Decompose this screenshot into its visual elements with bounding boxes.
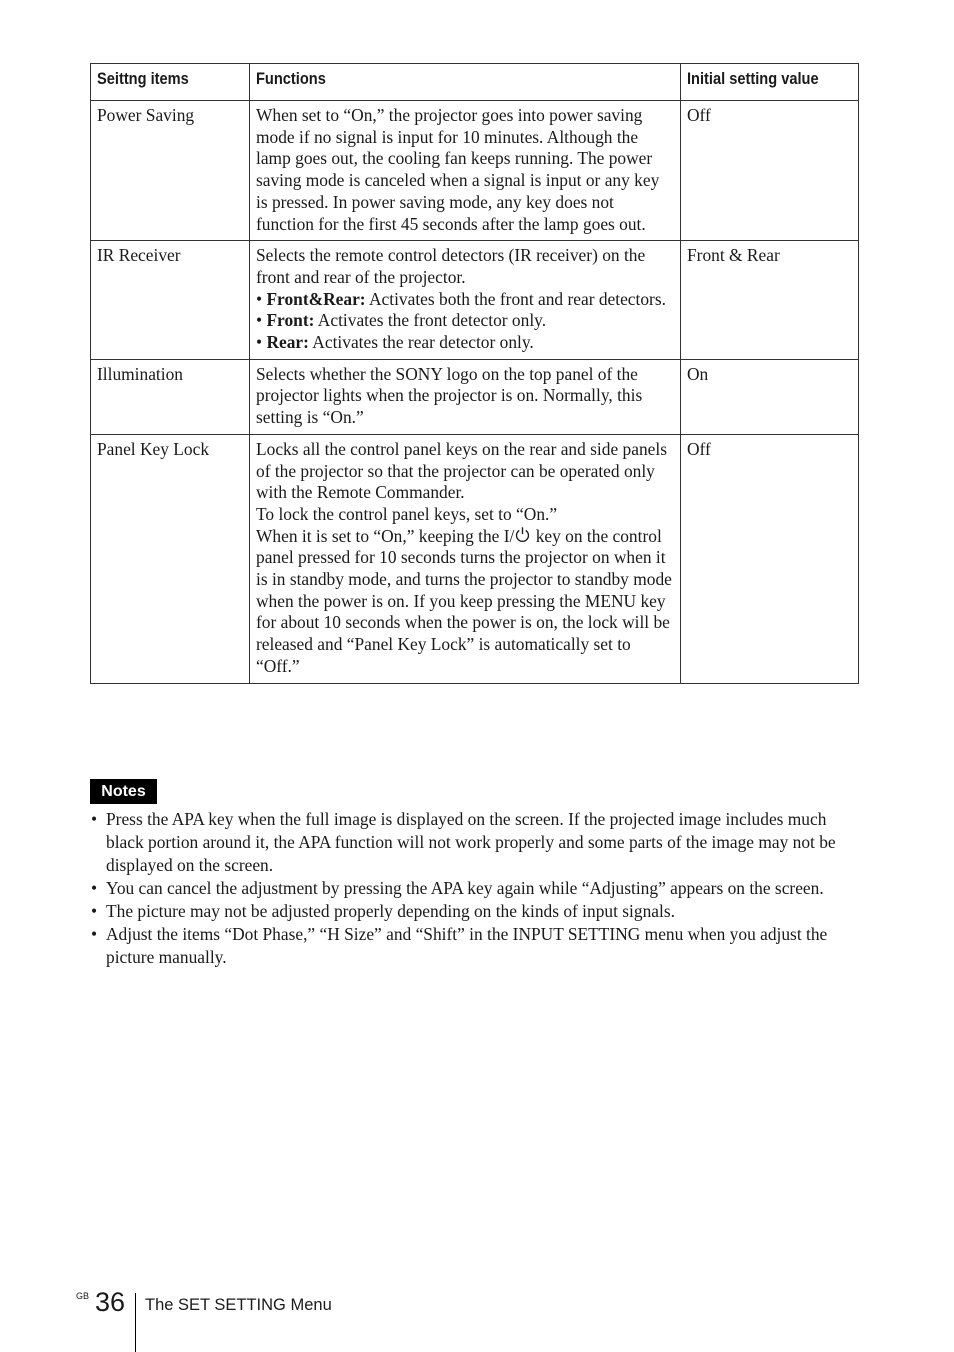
row-item: Illumination xyxy=(91,359,250,434)
footer-divider xyxy=(135,1293,136,1352)
note-item: • You can cancel the adjustment by pressing the APA key again while “Adjusting” appears on the screen. xyxy=(90,877,860,900)
option-bullet: • Rear: Activates the rear detector only. xyxy=(256,332,534,353)
power-icon xyxy=(514,526,531,543)
note-item: • Adjust the items “Dot Phase,” “H Size” and “Shift” in the INPUT SETTING menu when you adjust the picture manually. xyxy=(90,923,860,969)
option-desc: Activates both the front and rear detectors. xyxy=(365,288,666,309)
row-function xyxy=(250,241,681,360)
note-item: • The picture may not be adjusted properly depending on the kinds of input signals. xyxy=(90,900,860,923)
header-functions: Functions xyxy=(250,64,681,101)
row-item: IR Receiver xyxy=(91,241,250,360)
row-initial-value: Off xyxy=(681,101,859,241)
note-item: • Press the APA key when the full image is displayed on the screen. If the projected image includes much black portion around it, the APA function will not work properly and some parts of the image may not be displayed on the screen. xyxy=(90,808,860,877)
footer-section-title: The SET SETTING Menu xyxy=(145,1296,332,1314)
option-bullet: • Front: Activates the front detector only. xyxy=(256,310,547,331)
row-function xyxy=(250,434,681,683)
row-initial-value: Front & Rear xyxy=(681,241,859,360)
page-number: 36 xyxy=(95,1287,126,1317)
row-initial-value: On xyxy=(681,359,859,434)
notes-list xyxy=(90,808,860,969)
function-intro: Selects the remote control detectors (IR receiver) on the front and rear of the projector. xyxy=(256,245,646,287)
table-header-row xyxy=(91,64,859,101)
option-term: Front&Rear: xyxy=(266,288,366,309)
function-part1: Locks all the control panel keys on the rear and side panels of the projector so that the projector can be operated only with the Remote Commander. xyxy=(256,438,667,503)
row-function: When set to “On,” the projector goes into power saving mode if no signal is input for 10 minutes. Although the lamp goes out, the cooling fan keeps running. The power saving mode is canceled when a signal is input or any key is pressed. In power saving mode, any key does not function for the first 45 seconds after the lamp goes out. xyxy=(250,101,681,241)
option-term: Front: xyxy=(266,310,315,331)
option-bullet: • Front&Rear: Activates both the front and rear detectors. xyxy=(256,288,666,309)
table-row xyxy=(91,101,859,241)
function-part2: To lock the control panel keys, set to “On.” xyxy=(256,503,558,524)
option-desc: Activates the front detector only. xyxy=(314,310,547,331)
row-item: Power Saving xyxy=(91,101,250,241)
option-desc: Activates the rear detector only. xyxy=(308,332,534,353)
header-initial-value: Initial setting value xyxy=(681,64,859,101)
row-function: Selects whether the SONY logo on the top panel of the projector lights when the projector is on. Normally, this setting is “On.” xyxy=(250,359,681,434)
row-initial-value: Off xyxy=(681,434,859,683)
table-row xyxy=(91,359,859,434)
header-setting-items: Seittng items xyxy=(91,64,250,101)
option-term: Rear: xyxy=(266,332,309,353)
table-row xyxy=(91,241,859,360)
settings-table xyxy=(90,63,859,684)
function-part3: When it is set to “On,” keeping the I/ key on the control panel pressed for 10 seconds turns the projector on when it is in standby mode, and turns the projector to standby mode when the power is on. If you keep pressing the MENU key for about 10 seconds when the power is on, the lock will be released and “Panel Key Lock” is automatically set to “Off.” xyxy=(256,525,672,676)
footer-region-code: GB xyxy=(76,1291,90,1301)
table-row xyxy=(91,434,859,683)
notes-label: Notes xyxy=(90,779,157,804)
row-item: Panel Key Lock xyxy=(91,434,250,683)
